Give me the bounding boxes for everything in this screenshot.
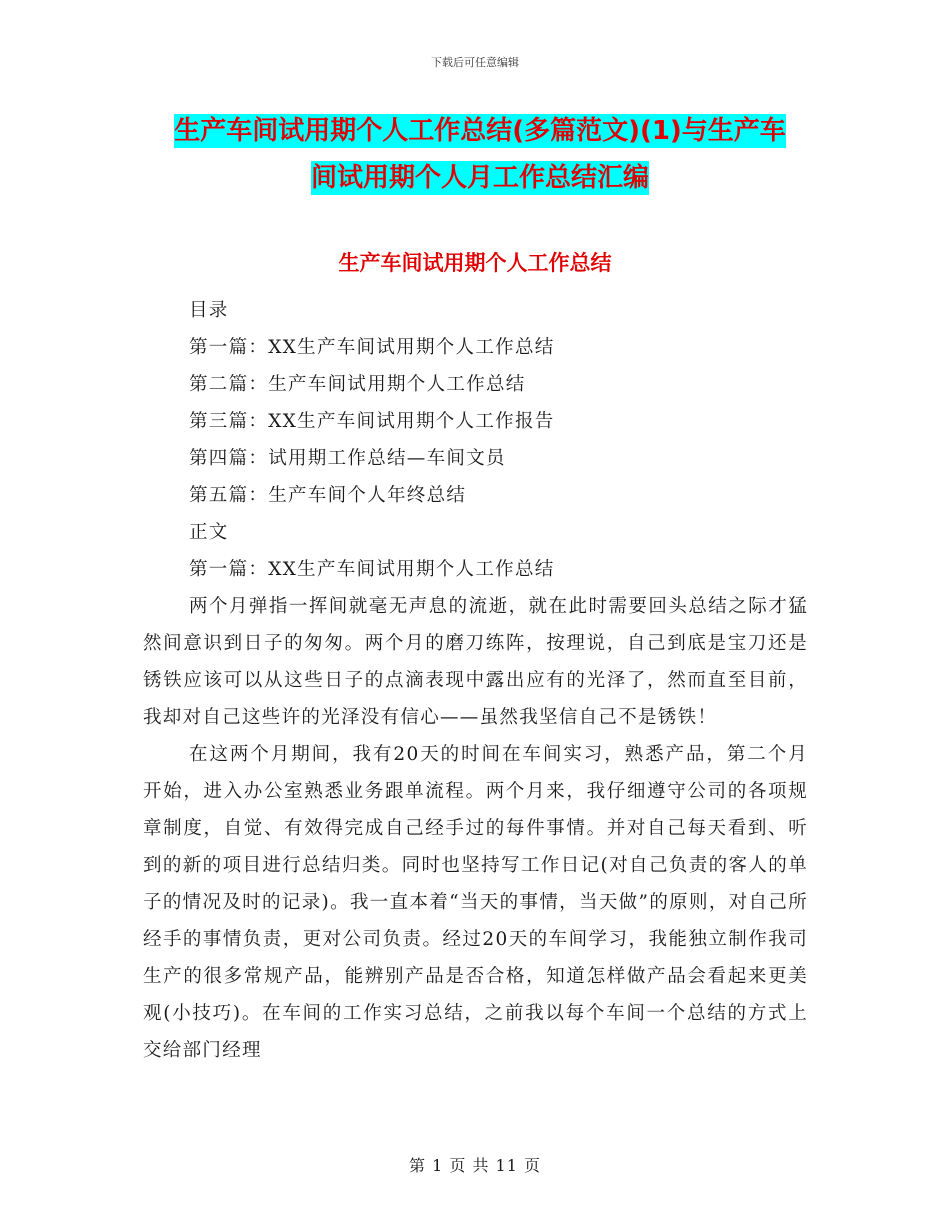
toc-item: 第四篇：试用期工作总结—车间文员 xyxy=(189,448,506,469)
toc-item: 第三篇：XX生产车间试用期个人工作报告 xyxy=(189,411,555,432)
paragraph: 两个月弹指一挥间就毫无声息的流逝，就在此时需要回头总结之际才猛然间意识到日子的匆匆。两个月的磨刀练阵，按理说，自己到底是宝刀还是锈铁应该可以从这些日子的点滴表现中露出应有的光泽了，然而直至目前，我却对自己这些许的光泽没有信心——虽然我坚信自己不是锈铁！ xyxy=(143,596,808,728)
title-line-2: 间试用期个人月工作总结汇编 xyxy=(310,163,649,193)
section-title: 生产车间试用期个人工作总结 xyxy=(338,251,612,275)
body-label: 正文 xyxy=(189,522,229,543)
toc-item: 第五篇：生产车间个人年终总结 xyxy=(189,485,467,506)
paragraph: 在这两个月期间，我有20天的时间在车间实习，熟悉产品，第二个月开始，进入办公室熟悉业务跟单流程。两个月来，我仔细遵守公司的各项规章制度，自觉、有效得完成自己经手过的每件事情。并对自己每天看到、听到的新的项目进行总结归类。同时也坚持写工作日记(对自己负责的客人的单子的情况及时的记录)。我一直本着“当天的事情，当天做”的原则，对自己所经手的事情负责，更对公司负责。经过20天的车间学习，我能独立制作我司生产的很多常规产品，能辨别产品是否合格，知道怎样做产品会看起来更美观(小技巧)。在车间的工作实习总结，之前我以每个车间一个总结的方式上交给部门经理 xyxy=(143,744,808,1061)
title-line-1: 生产车间试用期个人工作总结(多篇范文)(1)与生产车 xyxy=(174,116,786,146)
document-title xyxy=(140,108,820,202)
toc-item: 第一篇：XX生产车间试用期个人工作总结 xyxy=(189,337,555,358)
document-body xyxy=(143,292,808,1069)
chapter-heading: 第一篇：XX生产车间试用期个人工作总结 xyxy=(189,559,555,580)
page-footer: 第 1 页 共 11 页 xyxy=(409,1156,541,1175)
toc-item: 第二篇：生产车间试用期个人工作总结 xyxy=(189,374,526,395)
toc-heading: 目录 xyxy=(189,300,229,321)
page-header: 下载后可任意编辑 xyxy=(431,56,519,69)
